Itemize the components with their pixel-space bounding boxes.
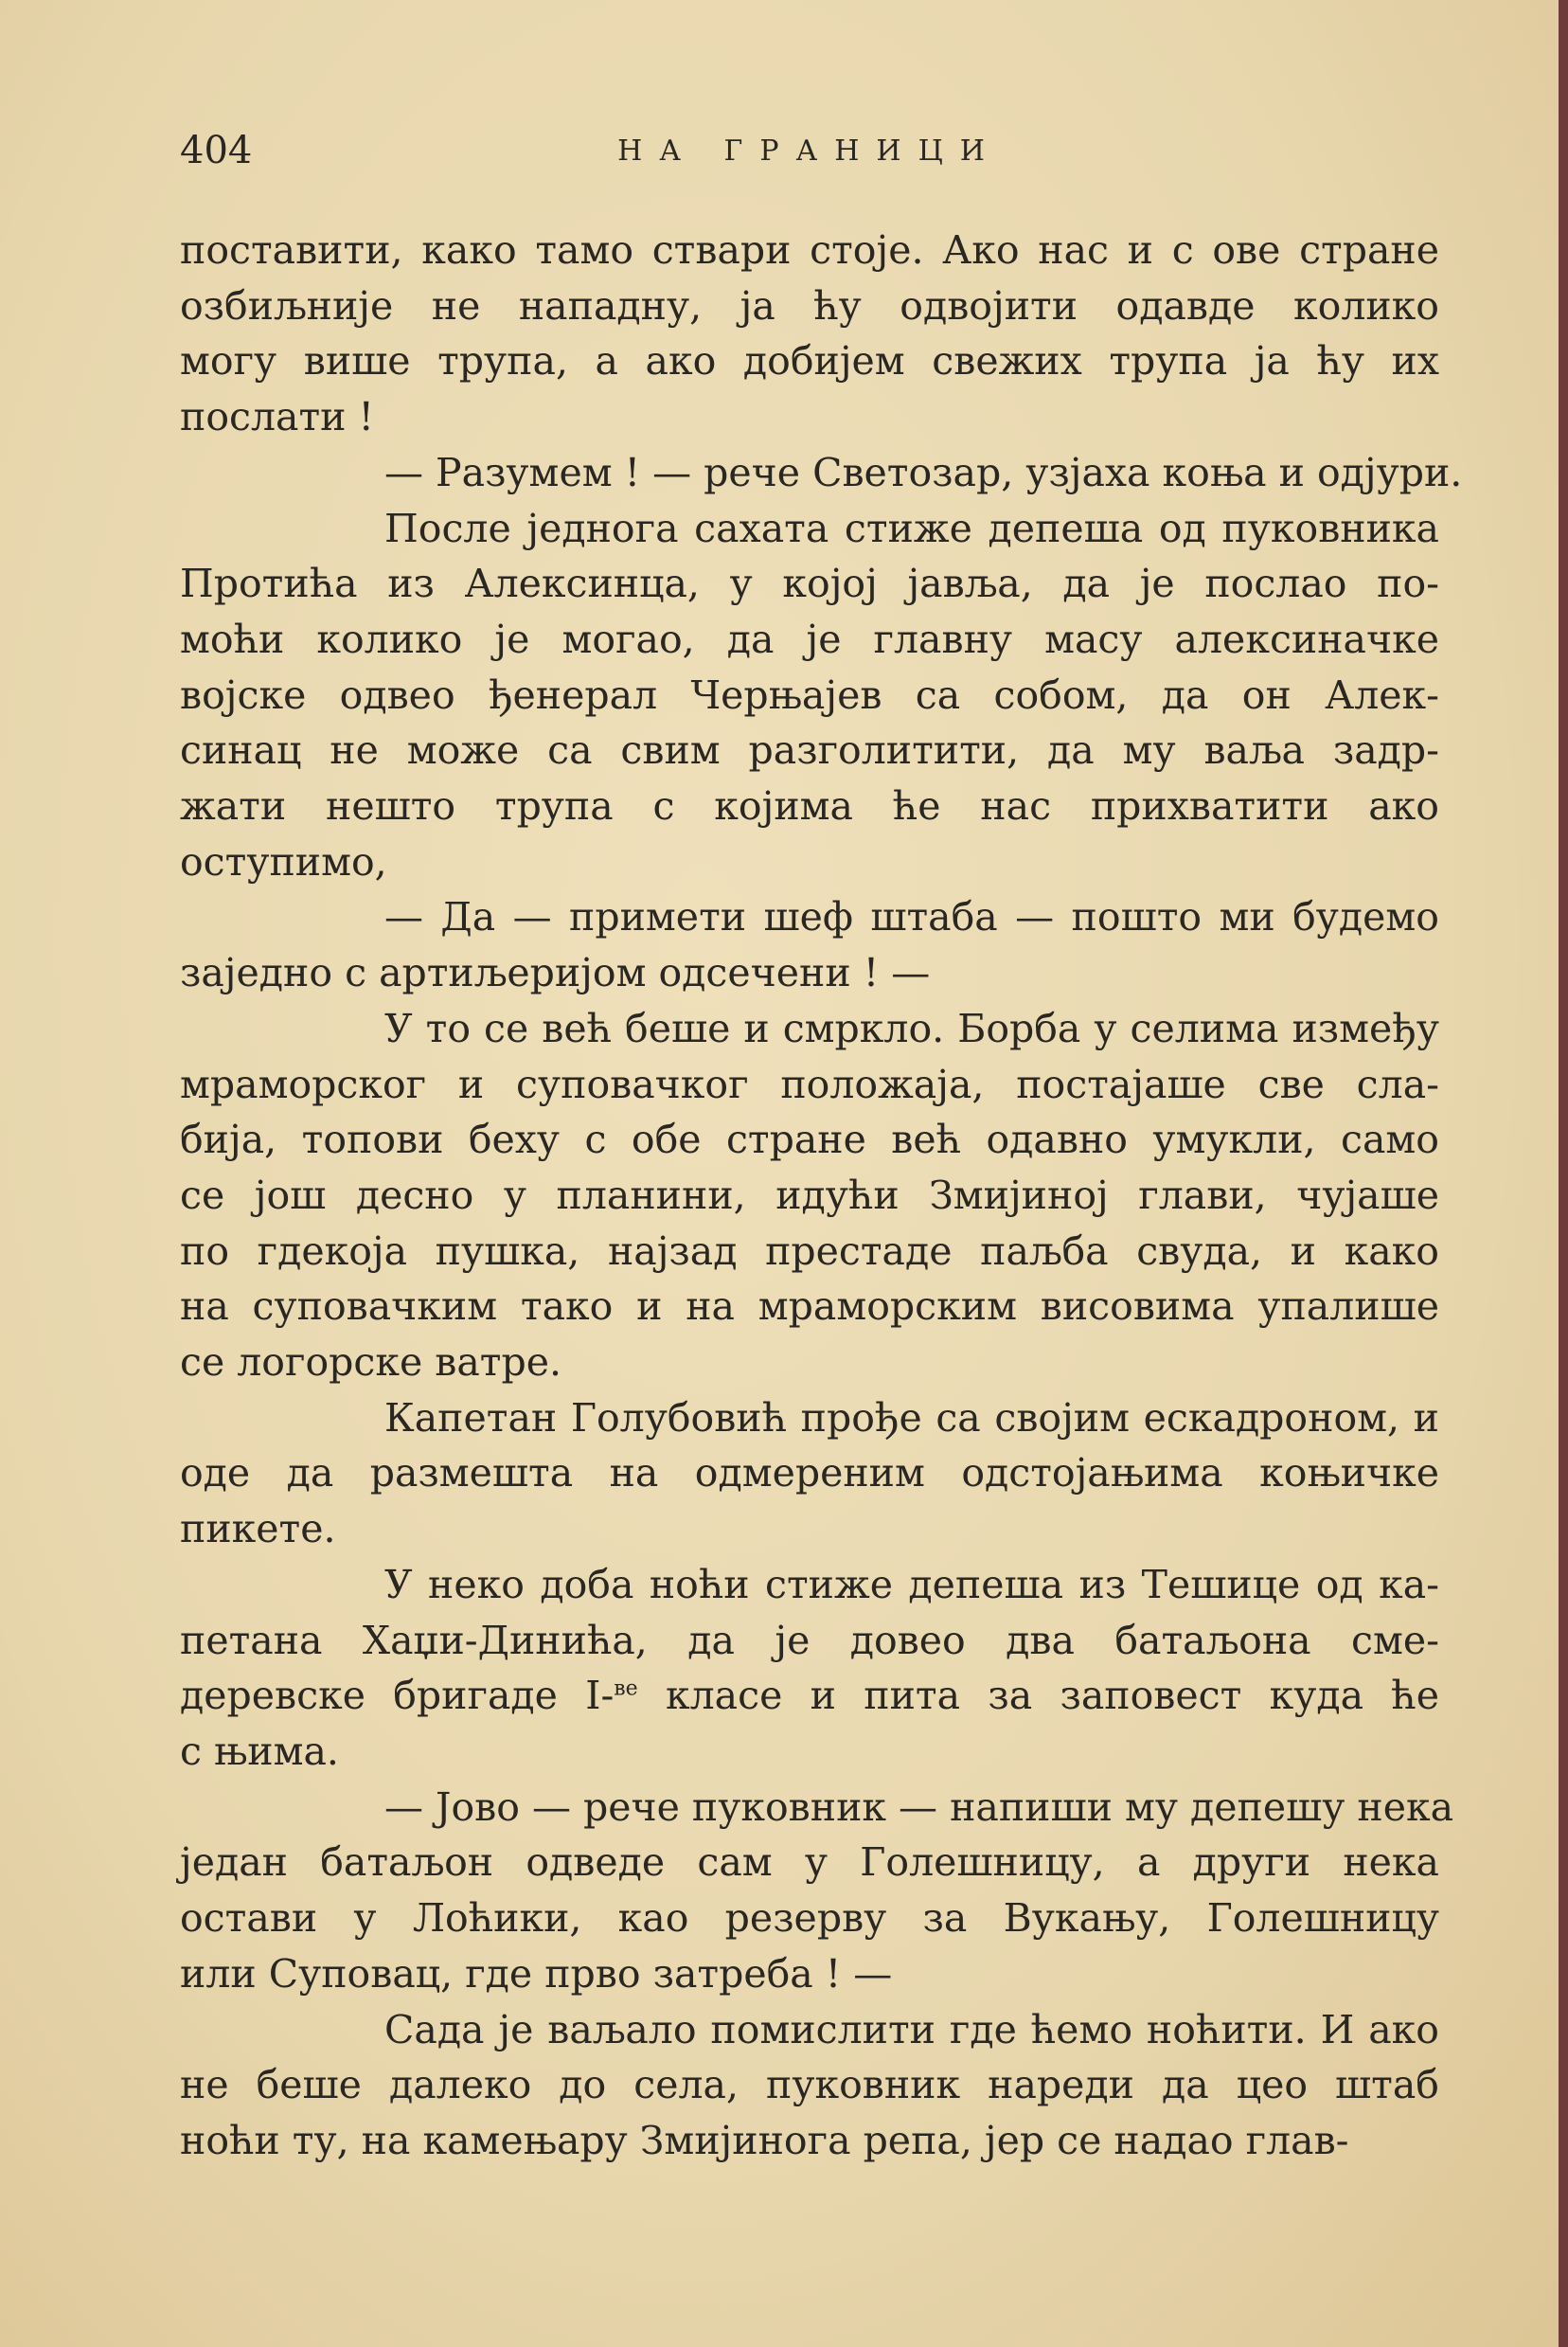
- text-line: — Разумем ! — рече Светозар, узјаха коња и одјури.: [384, 449, 1463, 495]
- text-line: деревске бригаде I-$^{ве}$ класе и пита за заповест куда ће: [180, 1673, 1439, 1719]
- text-line: петана Хаџи-Динића, да је довео два батаљона сме-: [180, 1617, 1439, 1663]
- text-line: мраморског и суповачког положаја, постајаше све сла-: [180, 1061, 1439, 1107]
- text-line: пикете.: [180, 1506, 336, 1552]
- body-text: [180, 223, 1463, 2169]
- paragraph: [180, 1780, 1454, 2002]
- text-line: Сада је ваљало помислити где ћемо ноћити. И ако: [384, 2006, 1439, 2052]
- text-line: могу више трупа, а ако добијем свежих трупа ја ћу их: [180, 338, 1439, 385]
- page-number: 404: [180, 129, 253, 172]
- text-line: — Да — примети шеф штаба — пошто ми будемо: [384, 894, 1439, 941]
- text-line: После једнога сахата стиже депеша од пуковника: [384, 505, 1439, 551]
- page-header: [180, 129, 1439, 186]
- text-line: озбиљније не нападну, ја ћу одвојити одавде колико: [180, 282, 1439, 329]
- text-line: или Суповац, где прво затреба ! —: [180, 1950, 893, 1997]
- text-line: Капетан Голубовић прође са својим ескадроном, и: [384, 1394, 1439, 1441]
- text-line: поставити, како тамо ствари стоје. Ако нас и с ове стране: [180, 227, 1439, 273]
- text-line: се још десно у планини, идући Змијиној глави, чујаше: [180, 1172, 1439, 1218]
- text-line: с њима.: [180, 1728, 339, 1774]
- text-line: У то се већ беше и смркло. Борба у селима између: [384, 1005, 1439, 1051]
- paragraph: [180, 1557, 1439, 1780]
- text-line: — Јово — рече пуковник — напиши му депешу нека: [384, 1783, 1454, 1830]
- paragraph: [180, 501, 1439, 890]
- text-line: по гдекоја пушка, најзад престаде паљба свуда, и како: [180, 1227, 1439, 1274]
- running-title: НА ГРАНИЦИ: [617, 134, 1002, 168]
- text-line: послати !: [180, 394, 374, 440]
- text-line: један батаљон одведе сам у Голешницу, а други нека: [180, 1839, 1439, 1886]
- text-line: заједно с артиљеријом одсечени ! —: [180, 950, 931, 996]
- text-line: бија, топови беху с обе стране већ одавно умукли, само: [180, 1117, 1439, 1163]
- text-line: оде да размешта на одмереним одстојањима коњичке: [180, 1450, 1439, 1496]
- paragraph: [180, 223, 1439, 445]
- text-line: војске одвео ђенерал Черњајев са собом, да он Алек-: [180, 672, 1439, 718]
- text-line: не беше далеко до села, пуковник нареди да цео штаб: [180, 2062, 1439, 2108]
- text-line: синац не може са свим разголитити, да му ваља задр-: [180, 727, 1439, 774]
- text-line: Протића из Алексинца, у којој јавља, да је послао по-: [180, 561, 1439, 607]
- text-line: се логорске ватре.: [180, 1339, 562, 1386]
- text-line: моћи колико је могао, да је главну масу алексиначке: [180, 616, 1439, 662]
- text-line: жати нешто трупа с којима ће нас прихватити ако: [180, 783, 1439, 830]
- paragraph: [180, 2002, 1439, 2169]
- text-line: на суповачким тако и на мраморским висовима упалише: [180, 1283, 1439, 1330]
- paragraph: [180, 445, 1463, 501]
- text-line: ноћи ту, на камењару Змијинога репа, јер се надао глав-: [180, 2117, 1349, 2163]
- paragraph: [180, 1390, 1439, 1557]
- paragraph: [180, 889, 1439, 1000]
- text-line: остави у Лоћики, као резерву за Вукању, Голешницу: [180, 1895, 1439, 1942]
- paragraph: [180, 1001, 1439, 1390]
- text-line: оступимо,: [180, 838, 387, 885]
- text-line: У неко доба ноћи стиже депеша из Тешице од ка-: [384, 1561, 1439, 1607]
